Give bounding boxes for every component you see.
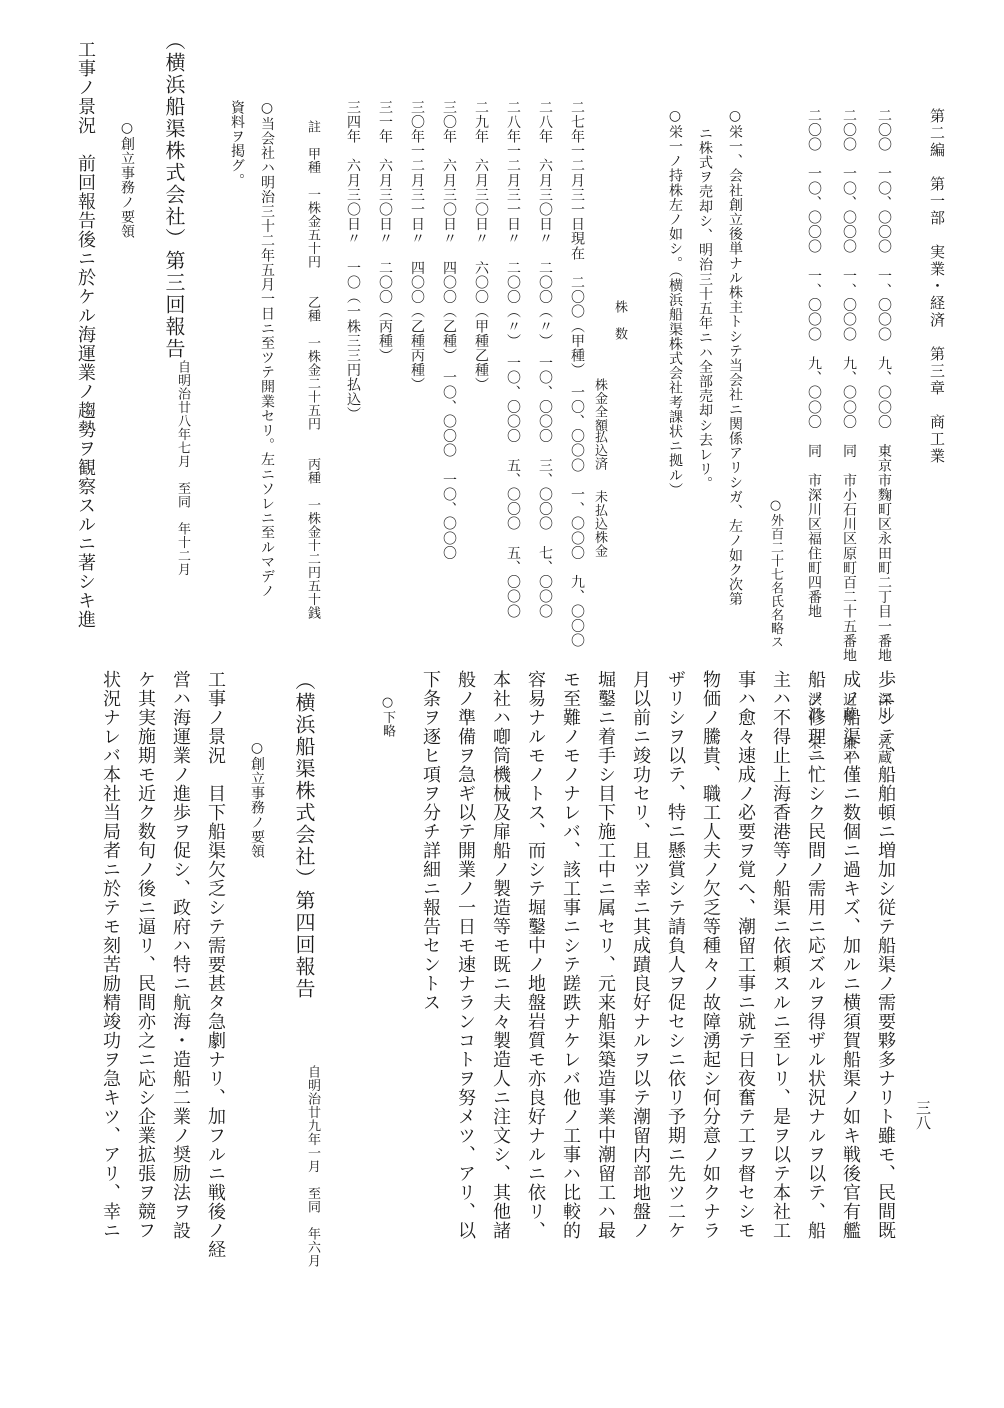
omitted-note: ○下略 — [380, 695, 395, 738]
body-line: 歩ニシテ、船舶頓ニ増加シ従テ船渠ノ需要夥多ナリト雖モ、民間既 — [875, 670, 896, 1240]
shareholder-row-3: 二〇〇 一〇、〇〇〇 一、〇〇〇 九、〇〇〇 同 市深川区福住町四番地 渋沢 栄一 — [806, 108, 822, 765]
report-4-body-line: ケ其実施期モ近ク数旬ノ後ニ逼リ、民間亦之ニ応シ企業拡張ヲ競フ — [135, 670, 156, 1240]
table-row: 二七年一二月三一日現在 二〇〇（甲種） 一〇、〇〇〇 一、〇〇〇 九、〇〇〇 — [569, 100, 585, 648]
table-footnote: 註 甲種 一株金五十円 乙種 一株金二十五円 丙種 一株金十二円五十銭 — [305, 120, 320, 620]
body-line: 般ノ準備ヲ急ギ以テ開業ノ一日モ速ナランコトヲ努メツ、アリ、以 — [455, 670, 476, 1240]
body-line: 成ノ船渠ハ僅ニ数個ニ過キズ、加ルニ横須賀船渠ノ如キ戦後官有艦 — [840, 670, 861, 1240]
table-row: 三四年 六月三〇日〃 一〇（一株三三円払込） — [345, 100, 361, 422]
table-header-paid: 払込済 — [592, 430, 607, 471]
body-line: 船ノ修理ニ忙シク民間ノ需用ニ応ズルヲ得ザル状況ナルヲ以テ、船 — [805, 670, 826, 1240]
table-header-shares: 株 数 — [612, 300, 627, 341]
report-3-period: 自明治廿八年七月 至同 年十二月 — [175, 360, 190, 576]
body-line: モ至難ノモノナレバ、該工事ニシテ蹉跌ナケレバ他ノ工事ハ比較的 — [560, 670, 581, 1240]
body-line: 本社ハ喞筒機械及扉船ノ製造等モ既ニ夫々製造人ニ注文シ、其他諸 — [490, 670, 511, 1240]
paragraph-1-line-2: ニ株式ヲ売却シ、明治三十五年ニハ全部売却シ去レリ。 — [697, 126, 713, 491]
report-4-body-line: 営ハ海運業ノ進歩ヲ促シ、政府ハ特ニ航海・造船二業ノ奨励法ヲ設 — [170, 670, 191, 1240]
report-3-subheading: ○創立事務ノ要領 — [119, 120, 135, 239]
paragraph-1-line-3: ○栄一ノ持株左ノ如シ。（横浜船渠株式会社考課状ニ拠ル） — [667, 108, 683, 498]
body-line: 物価ノ騰貴、職工人夫ノ欠乏等種々ノ故障湧起シ何分意ノ如クナラ — [700, 670, 721, 1240]
table-row: 三一年 六月三〇日〃 二〇〇（丙種） — [377, 100, 393, 363]
paragraph-2-line-2: 資料ヲ掲グ。 — [229, 100, 245, 188]
table-row: 三〇年 六月三〇日〃 四〇〇（乙種） 一〇、〇〇〇 一〇、〇〇〇 — [441, 100, 457, 561]
running-head: 第二編 第一部 実業・経済 第三章 商工業 — [928, 108, 946, 465]
body-line: 主ハ不得止上海香港等ノ船渠ニ依頼スルニ至レリ、是ヲ以テ本社工 — [770, 670, 791, 1240]
page-number: 三八 — [914, 1100, 932, 1130]
report-4-subheading: ○創立事務ノ要領 — [249, 740, 265, 859]
report-4-body-line: 工事ノ景況 目下船渠欠乏シテ需要甚タ急劇ナリ、加フルニ戦後ノ経 — [205, 670, 226, 1259]
shareholder-row-2: 二〇〇 一〇、〇〇〇 一、〇〇〇 九、〇〇〇 同 市小石川区原町百二十五番地 近藤 廉平 — [841, 108, 857, 765]
table-row: 三〇年一二月三一日〃 四〇〇（乙種丙種） — [409, 100, 425, 392]
table-row: 二九年 六月三〇日〃 六〇〇（甲種乙種） — [473, 100, 489, 392]
report-4-period: 自明治廿九年一月 至同 年六月 — [305, 1065, 320, 1268]
body-line: 下条ヲ逐ヒ項ヲ分チ詳細ニ報告セントス — [420, 670, 441, 1012]
paragraph-2-line-1: ○当会社ハ明治三十二年五月一日ニ至ツテ開業セリ。左ニソレニ至ルマデノ — [259, 100, 275, 599]
paragraph-1-line-1: ○栄一、会社創立後単ナル株主トシテ当会社ニ関係アリシガ、左ノ如ク次第 — [727, 108, 743, 607]
body-line: 月以前ニ竣功セリ、且ツ幸ニ其成蹟良好ナルヲ以テ潮留内部地盤ノ — [630, 670, 651, 1240]
table-header-unpaid: 未払込株金 — [592, 490, 607, 558]
table-header-total: 株金全額 — [592, 378, 607, 432]
report-3-body: 工事ノ景況 前回報告後ニ於ケル海運業ノ趨勢ヲ観察スルニ著シキ進 — [75, 40, 96, 629]
omitted-names-note: ○外百二十七名氏名略ス — [768, 498, 783, 649]
shareholder-row-1: 二〇〇 一〇、〇〇〇 一、〇〇〇 九、〇〇〇 東京市麴町区永田町二丁目一番地 深川 亮蔵 — [876, 108, 892, 765]
table-row: 二八年 六月三〇日〃 二〇〇（〃） 一〇、〇〇〇 三、〇〇〇 七、〇〇〇 — [537, 100, 553, 619]
body-line: 堀鑿ニ着手シ目下施工中ニ属セリ、元来船渠築造事業中潮留工ハ最 — [595, 670, 616, 1240]
body-line: 容易ナルモノトス、而シテ堀鑿中ノ地盤岩質モ亦良好ナルニ依リ、 — [525, 670, 546, 1240]
report-3-title: （横浜船渠株式会社）第三回報告 — [162, 30, 186, 360]
report-4-title: （横浜船渠株式会社）第四回報告 — [292, 670, 316, 1000]
report-4-body-line: 状況ナレバ本社当局者ニ於テモ刻苦励精竣功ヲ急キツ、アリ、幸ニ — [100, 670, 121, 1240]
table-row: 二八年一二月三一日〃 二〇〇（〃） 一〇、〇〇〇 五、〇〇〇 五、〇〇〇 — [505, 100, 521, 619]
body-line: 事ハ愈々速成ノ必要ヲ覚へ、潮留工事ニ就テ日夜奮テ工ヲ督セシモ — [735, 670, 756, 1240]
body-line: ザリシヲ以テ、特ニ懸賞シテ請負人ヲ促セシニ依リ予期ニ先ツ二ケ — [665, 670, 686, 1240]
